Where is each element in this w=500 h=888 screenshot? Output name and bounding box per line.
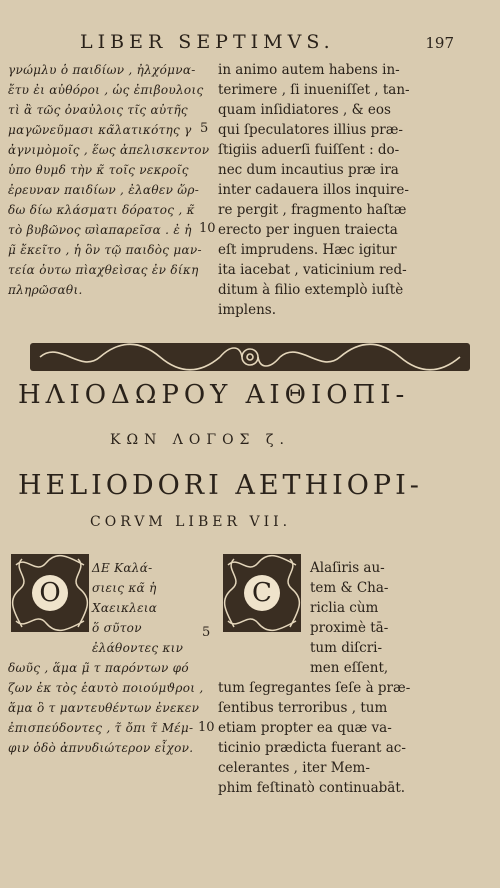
page-number: 197 bbox=[425, 34, 454, 52]
latin-text-line: terimere , ſi inueniſſet , tan- bbox=[218, 82, 410, 98]
line-number: 10 bbox=[198, 720, 215, 735]
initial-letter: Ο bbox=[32, 575, 68, 611]
line-number: 5 bbox=[202, 625, 211, 640]
latin-text-line: re pergit , fragmento haſtæ bbox=[218, 202, 407, 218]
greek-book-subtitle: ΚΩΝ ΛΟΓΟΣ ζ. bbox=[110, 432, 290, 448]
latin-text-line: quam inſidiatores , & eos bbox=[218, 102, 391, 118]
latin-text-line: ſtigiis aduerſi fuiſſent : do- bbox=[218, 142, 400, 158]
greek-column-bottom bbox=[8, 558, 204, 758]
latin-text-line: men eſſent, bbox=[310, 660, 389, 676]
latin-text-line: ſentibus terroribus , tum bbox=[218, 700, 388, 716]
latin-text-line: ticinio prædicta fuerant ac- bbox=[218, 740, 406, 756]
greek-text-line: ΔΕ Καλά- bbox=[92, 561, 153, 575]
greek-text-line: γνώμλυ ὁ παιδίων , ἠλχόμνα- bbox=[8, 63, 196, 77]
latin-text-line: inter cadauera illos inquire- bbox=[218, 182, 409, 198]
latin-text-line: etiam propter ea quæ va- bbox=[218, 720, 392, 736]
greek-text-line: ἐλάθοντες κιν bbox=[92, 641, 184, 655]
running-title: LIBER SEPTIMVS. bbox=[80, 31, 335, 53]
latin-text-line: tum diſcri- bbox=[310, 640, 383, 656]
greek-text-line: μαγῶνεῦμασι κα̃λατικότης γ bbox=[8, 123, 192, 137]
latin-text-line: ditum à filio extemplò iuſtè bbox=[218, 282, 404, 298]
latin-text-line: Alaſiris au- bbox=[310, 560, 385, 576]
greek-text-line: δωῦς , ἅμα μ̃ τ παρόντων φό bbox=[8, 661, 189, 675]
greek-text-line: ζων ἐκ τὸς ἑαυτὸ ποιούμϑροι , bbox=[8, 681, 204, 695]
latin-text-line: nec dum incautius præ ira bbox=[218, 162, 399, 178]
latin-text-line: implens. bbox=[218, 302, 276, 318]
greek-text-line: ἀγνιμὸμοῖς , ἕως ἀπελισκεντον bbox=[8, 143, 210, 157]
greek-text-line: ἅμα ὃ τ μαντευθέντων ἐνεκεν bbox=[8, 701, 200, 715]
greek-text-line: ἐρευναν παιδίων , ἐλαθεν ὥρ- bbox=[8, 183, 200, 197]
greek-text-line: ὅ σῦτον bbox=[92, 621, 142, 635]
initial-letter: C bbox=[244, 575, 280, 611]
greek-text-line: μ̃ ἔκεῖτο , ἡ ὃν τῷ παιδὸς μαν- bbox=[8, 243, 202, 257]
latin-text-line: in animo autem habens in- bbox=[218, 62, 400, 78]
latin-text-line: qui ſpeculatores illius præ- bbox=[218, 122, 403, 138]
greek-text-line: ἔτυ ἐι αὐθόροι , ὡς ἐπιβουλοις bbox=[8, 83, 204, 97]
greek-book-title: ΗΛΙΟΔΩΡΟΥ ΑΙΘΙΟΠΙ- bbox=[18, 380, 410, 410]
greek-text-line: δω δίω κλάσματι δόρατος , κ̃ bbox=[8, 203, 195, 217]
greek-text-line: ὑπο θυμδ τὴν κ̃ τοῖς νεκροῖς bbox=[8, 163, 189, 177]
latin-text-line: tum ſegregantes ſeſe à præ- bbox=[218, 680, 411, 696]
greek-text-line: τεία ὀυτω πὶαχθεὶσας ἐν δίκη bbox=[8, 263, 199, 277]
latin-text-line: tem & Cha- bbox=[310, 580, 389, 596]
line-number: 5 bbox=[200, 121, 209, 136]
latin-text-line: ita iacebat , vaticinium red- bbox=[218, 262, 407, 278]
latin-book-subtitle: CORVM LIBER VII. bbox=[90, 514, 292, 530]
latin-column-top bbox=[218, 60, 488, 320]
ornament-band bbox=[30, 340, 470, 374]
latin-text-line: proximè tā- bbox=[310, 620, 389, 636]
latin-text-line: eſt imprudens. Hæc igitur bbox=[218, 242, 397, 258]
greek-text-line: σιεις κα̃ ἡ bbox=[92, 581, 157, 595]
latin-text-line: riclia cùm bbox=[310, 600, 379, 616]
greek-text-line: τὶ ἂ τῶς ὀναὐλοις τῖς αὐτῆς bbox=[8, 103, 188, 117]
greek-text-line: τὸ βυβῶνος ϖὶαπαρεῖσα . ἐ ἡ bbox=[8, 223, 192, 237]
greek-text-line: Χαεικλεια bbox=[92, 601, 158, 615]
line-number: 10 bbox=[199, 221, 216, 236]
latin-text-line: phim feſtinatò continuabāt. bbox=[218, 780, 406, 796]
latin-column-bottom bbox=[218, 558, 488, 798]
latin-text-line: celerantes , iter Mem- bbox=[218, 760, 370, 776]
greek-text-line: πληρῶσαθι. bbox=[8, 283, 83, 297]
greek-text-line: φιν ὁδὸ ἀπνυδιώτερον εἶχον. bbox=[8, 741, 194, 755]
running-header bbox=[0, 31, 500, 55]
greek-text-line: ἐπισπεύδοντες , τ̃ ὄπι τ̃ Μέμ- bbox=[8, 721, 194, 735]
latin-book-title: HELIODORI AETHIOPI- bbox=[18, 470, 423, 501]
latin-text-line: erecto per inguen traiecta bbox=[218, 222, 398, 238]
